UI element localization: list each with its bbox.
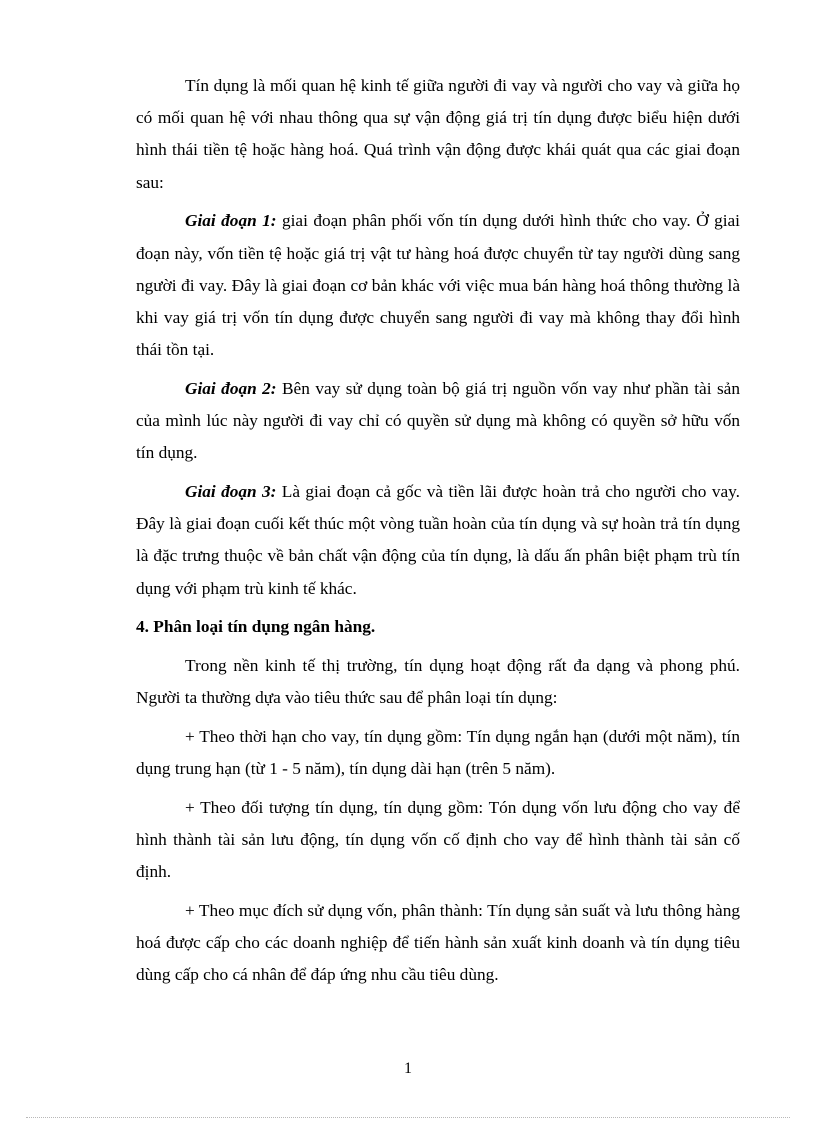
stage-3-paragraph (136, 476, 740, 605)
stage-3-label: Giai đoạn 3: (185, 481, 277, 501)
intro-paragraph: Tín dụng là mối quan hệ kinh tế giữa người đi vay và người cho vay và giữa họ có mối quan hệ với nhau thông qua sự vận động giá trị tín dụng được biểu hiện dưới hình thái tiền tệ hoặc hàng hoá. Quá trình vận động được khái quát qua các giai đoạn sau: (136, 76, 740, 192)
stage-1-text: giai đoạn phân phối vốn tín dụng dưới hình thức cho vay. Ở giai đoạn này, vốn tiền tệ hoặc giá trị vật tư hàng hoá được chuyển từ tay người dùng sang người đi vay. Đây là giai đoạn cơ bản khác với việc mua bán hàng hoá thông thường là khi vay giá trị vốn tín dụng được chuyển sang người đi vay mà không thay đổi hình thái tồn tại. (136, 211, 740, 360)
page-bottom-border (26, 1117, 790, 1118)
document-page (136, 70, 740, 998)
section-heading: 4. Phân loại tín dụng ngân hàng. (136, 617, 376, 637)
section-intro-paragraph: Trong nền kinh tế thị trường, tín dụng hoạt động rất đa dạng và phong phú. Người ta thường dựa vào tiêu thức sau để phân loại tín dụng: (136, 655, 740, 708)
stage-1-label: Giai đoạn 1: (185, 211, 277, 231)
stage-1-paragraph (136, 205, 740, 366)
classification-by-purpose: + Theo mục đích sử dụng vốn, phân thành: Tín dụng sản suất và lưu thông hàng hoá được cấp cho các doanh nghiệp để tiến hành sản xuất kinh doanh và tín dụng tiêu dùng cấp cho cá nhân để đáp ứng nhu cầu tiêu dùng. (136, 900, 740, 985)
stage-2-paragraph (136, 373, 740, 470)
classification-by-object: + Theo đối tượng tín dụng, tín dụng gồm: Tón dụng vốn lưu động cho vay để hình thành tài sản lưu động, tín dụng vốn cố định cho vay để hình thành tài sản cố định. (136, 797, 740, 882)
page-number: 1 (404, 1060, 412, 1077)
stage-2-text: Bên vay sử dụng toàn bộ giá trị nguồn vốn vay như phần tài sản của mình lúc này người đi vay chỉ có quyền sử dụng mà không có quyền sở hữu vốn tín dụng. (136, 378, 740, 463)
stage-3-text: Là giai đoạn cả gốc và tiền lãi được hoàn trả cho người cho vay. Đây là giai đoạn cuối kết thúc một vòng tuần hoàn của tín dụng và sự hoàn trả tín dụng là đặc trưng thuộc về bản chất vận động của tín dụng, là dấu ấn phân biệt phạm trù tín dụng với phạm trù kinh tế khác. (136, 481, 740, 598)
stage-2-label: Giai đoạn 2: (185, 378, 277, 398)
classification-by-term: + Theo thời hạn cho vay, tín dụng gồm: Tín dụng ngắn hạn (dưới một năm), tín dụng trung hạn (từ 1 - 5 năm), tín dụng dài hạn (trên 5 năm). (136, 726, 740, 779)
